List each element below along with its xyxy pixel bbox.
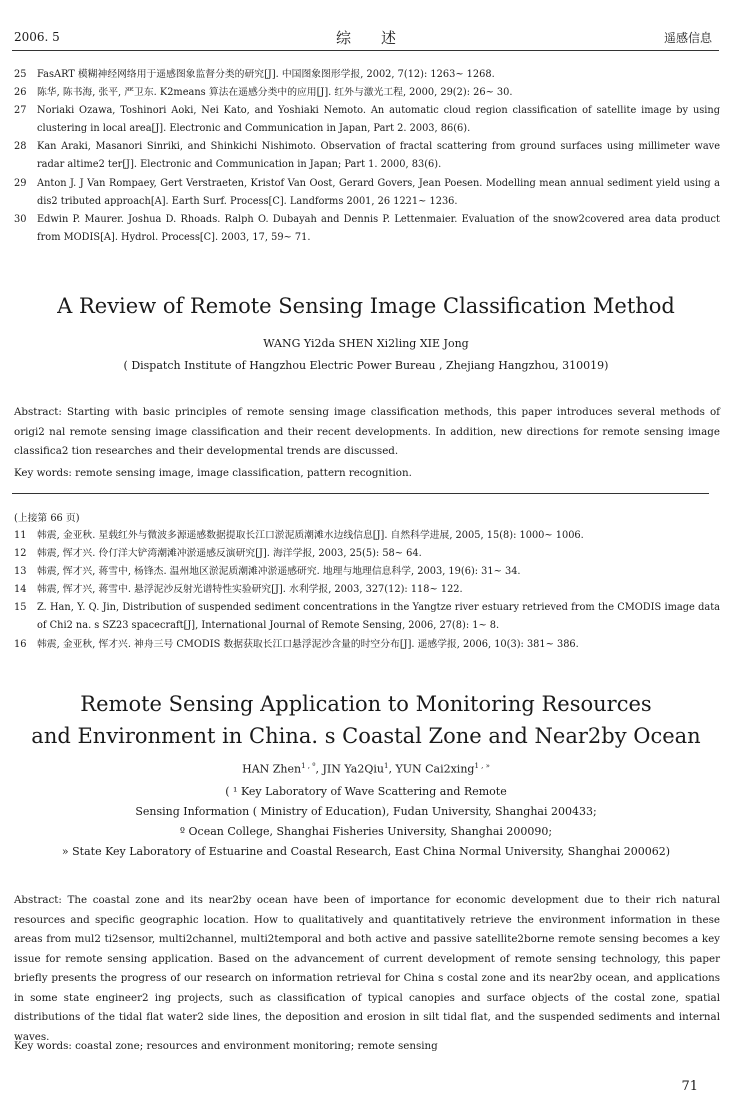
article2-title-line1: Remote Sensing Application to Monitoring Resources	[80, 692, 652, 716]
reference-item: 27 Noriaki Ozawa, Toshinori Aoki, Nei Kato, and Yoshiaki Nemoto. An automatic cloud region classification of satellite image by using clustering in local area[J]. Electronic and Communication in Japan, Part 2. 2003, 86(6).	[14, 105, 720, 135]
article2-authors	[0, 762, 732, 776]
reference-item: 16 韩震, 金亚秋, 恽才兴. 神舟三号 CMODIS 数据获取长江口悬浮泥沙含量的时空分布[J]. 遥感学报, 2006, 10(3): 381~ 386.	[14, 638, 579, 650]
author-name: HAN Zhen	[242, 762, 302, 776]
header-section: 综述	[335, 29, 426, 47]
reference-item: 12 韩震, 恽才兴. 伶仃洋大铲湾潮滩冲淤遥感反演研究[J]. 海洋学报, 2003, 25(5): 58~ 64.	[14, 548, 422, 560]
reference-item: 15 Z. Han, Y. Q. Jin, Distribution of suspended sediment concentrations in the Yangtze river estuary retrieved from the CMODIS image data of Chi2 na. s SZ23 spacecraft[J], International Journal of Remote Sensing, 2006, 27(8): 1~ 8.	[14, 602, 720, 632]
author-name: , JIN Ya2Qiu	[315, 762, 384, 776]
reference-item: 30 Edwin P. Maurer. Joshua D. Rhoads. Ralph O. Dubayah and Dennis P. Lettenmaier. Evaluation of the snow2covered area data product from MODIS[A]. Hydrol. Process[C]. 2003, 17, 59~ 71.	[14, 213, 720, 243]
reference-item: 28 Kan Araki, Masanori Sinriki, and Shinkichi Nishimoto. Observation of fractal scattering from ground surfaces using millimeter wave radar altime2 ter[J]. Electronic and Communication in Japan; Part 1. 2000, 83(6).	[14, 141, 720, 171]
author-superscript: 1	[383, 762, 389, 770]
author-superscript: 1 , º	[301, 762, 316, 770]
page-number: 71	[681, 1079, 698, 1094]
reference-item: 26 陈华, 陈书海, 张平, 严卫东. K2means 算法在遥感分类中的应用[J]. 红外与激光工程, 2000, 29(2): 26~ 30.	[14, 87, 513, 99]
reference-item: 11 韩震, 金亚秋. 星载红外与微波多源遥感数据提取长江口淤泥质潮滩水边线信息[J]. 自然科学进展, 2005, 15(8): 1000~ 1006.	[14, 530, 584, 541]
reference-item: 29 Anton J. J Van Rompaey, Gert Verstraeten, Kristof Van Oost, Gerard Govers, Jean Poesen. Modelling mean annual sediment yield using a dis2 tributed approach[A]. Earth Surf. Process[C]. Landforms 2001, 26 1221~ 1236.	[14, 177, 720, 207]
reference-item: 25 FasART 模糊神经网络用于遥感图象监督分类的研究[J]. 中国图象图形学报, 2002, 7(12): 1263~ 1268.	[14, 69, 495, 80]
reference-item: 14 韩震, 恽才兴, 蒋雪中. 悬浮泥沙反射光谱特性实验研究[J]. 水利学报, 2003, 327(12): 118~ 122.	[14, 584, 463, 596]
author-superscript: 1 , »	[474, 762, 490, 770]
header-date: 2006. 5	[14, 30, 60, 44]
article1-abstract: Abstract: Starting with basic principles of remote sensing image classification methods, this paper introduces several methods of origi2 nal remote sensing image classification and their recent developments. In addition, new directions for remote sensing image classifica2 tion researches and their developmental trends are discussed.	[14, 406, 720, 457]
article1-affiliation: ( Dispatch Institute of Hangzhou Electric Power Bureau , Zhejiang Hangzhou, 310019)	[123, 359, 609, 372]
article2-affiliation	[0, 782, 732, 862]
header-rule	[12, 50, 719, 51]
article1-authors: WANG Yi2da SHEN Xi2ling XIE Jong	[263, 337, 469, 350]
references-top	[14, 66, 720, 247]
article1-title: A Review of Remote Sensing Image Classification Method	[57, 294, 675, 318]
affiliation-line: ( ¹ Key Laboratory of Wave Scattering and Remote	[225, 785, 507, 798]
section-divider	[12, 493, 709, 494]
article2-title-line2: and Environment in China. s Coastal Zone and Near2by Ocean	[31, 724, 701, 748]
header-journal: 遥感信息	[663, 31, 712, 45]
continued-note: (上接第 66 页)	[14, 513, 80, 524]
affiliation-line: » State Key Laboratory of Estuarine and Coastal Research, East China Normal University, Shanghai 200062)	[61, 845, 671, 858]
article1-keywords: Key words: remote sensing image, image classification, pattern recognition.	[14, 467, 412, 479]
article2-keywords: Key words: coastal zone; resources and environment monitoring; remote sensing	[14, 1040, 438, 1052]
affiliation-line: Sensing Information ( Ministry of Education), Fudan University, Shanghai 200433;	[135, 805, 597, 818]
author-name: , YUN Cai2xing	[388, 762, 475, 776]
article2-abstract: Abstract: The coastal zone and its near2by ocean have been of importance for economic development due to their rich natural resources and specific geographic location. How to qualitatively and quantitatively retrieve the environment information in these areas from mul2 ti2sensor, multi2channel, multi2temporal and both active and passive satellite2borne remote sensing becomes a key issue for remote sensing application. Based on the advancement of current development of remote sensing technology, this paper briefly presents the progress of our research on information retrieval for China s costal zone and its near2by ocean, and applications in some state engineer2 ing projects, such as classification of typical canopies and surface objects of the costal zone, spatial distributions of the tidal flat water2 side lines, the deposition and erosion in silt tidal flat, and the suspended sediments and internal waves.	[14, 894, 720, 1043]
reference-item: 13 韩震, 恽才兴, 蒋雪中, 杨锋杰. 温州地区淤泥质潮滩冲淤遥感研究. 地理与地理信息科学, 2003, 19(6): 31~ 34.	[14, 566, 521, 578]
references-mid	[14, 527, 720, 654]
affiliation-line: º Ocean College, Shanghai Fisheries University, Shanghai 200090;	[179, 825, 553, 838]
